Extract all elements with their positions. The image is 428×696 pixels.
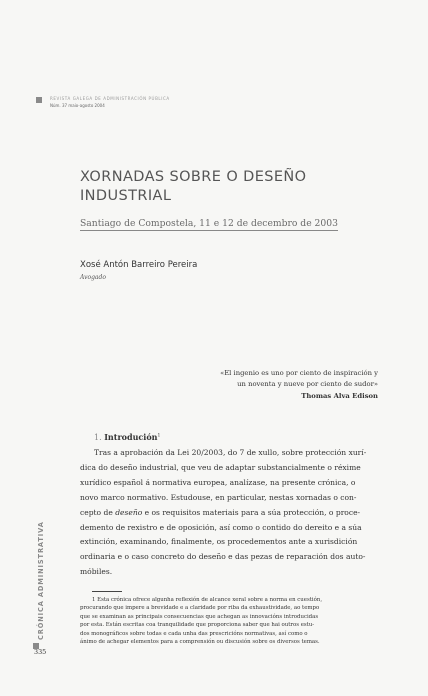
section-side-label [31, 500, 43, 640]
header-square-mark [36, 97, 42, 103]
body-line: xurídico español á normativa europea, analízase, na presente crónica, o [80, 477, 356, 487]
body-line: dica do deseño industrial, que veu de adaptar substancialmente o réxime [80, 462, 361, 472]
section-name: Introdución [104, 432, 158, 442]
footnote [80, 596, 398, 646]
issue-info: Núm. 37 maio-agosto 2004 [50, 103, 105, 108]
body-line: demento de rexistro e de oposición, así como o contido do dereito e a súa [80, 522, 362, 532]
footnote-reference: 1 [157, 433, 161, 439]
side-label-text: CRÓNICA ADMINISTRATIVA [37, 521, 45, 640]
emphasized-term: deseño [115, 507, 143, 517]
footnote-line: dos monográficos sobre todas e cada unha das prescricións normativas, así como o [80, 630, 308, 637]
section-heading [94, 432, 160, 442]
epigraph [150, 368, 378, 402]
body-paragraph [80, 446, 398, 580]
body-line [80, 506, 398, 521]
footnote-line: 1 Esta crónica ofrece algunha reflexión de alcance xeral sobre a norma en cuestión, [92, 597, 323, 603]
page-number: 335 [34, 648, 47, 656]
footnote-divider [92, 591, 122, 592]
section-number: 1. [94, 433, 102, 442]
author-name: Xosé Antón Barreiro Pereira [80, 260, 198, 270]
body-line: ordinaria e o caso concreto do deseño e das pezas de reparación dos auto- [80, 552, 366, 562]
footnote-line: procurando que impere a brevidade e a claridade por riba da exhaustividade, ao tempo [80, 605, 320, 612]
body-text-segment: e os requisitos materiais para a súa protección, o proce- [142, 507, 361, 517]
footnote-line: ánimo de achegar elementos para a comprensión ou discusión sobre os diversos temas. [80, 639, 320, 646]
body-line: móbiles. [80, 567, 113, 577]
footnote-line: que se examinan as principais consecuencias que achegan as innovacións introducidas [80, 613, 319, 620]
journal-name: REVISTA GALEGA DE ADMINISTRACIÓN PÚBLICA [50, 96, 170, 101]
article-title: XORNADAS SOBRE O DESEÑO INDUSTRIAL [80, 169, 307, 204]
epigraph-line: «El ingenio es uno por ciento de inspiración y [220, 369, 378, 377]
author-role: Avogado [80, 274, 106, 281]
body-text-segment: cepto de [80, 507, 113, 517]
epigraph-line: un noventa y nueve por ciento de sudor» [237, 380, 378, 388]
epigraph-source: Thomas Alva Edison [301, 392, 378, 400]
body-line: novo marco normativo. Estudouse, en particular, nestas xornadas o con- [80, 492, 357, 502]
article-subtitle: Santiago de Compostela, 11 e 12 de decembro de 2003 [80, 218, 338, 229]
body-line: Tras a aprobación da Lei 20/2003, do 7 de xullo, sobre protección xurí- [94, 448, 367, 457]
body-line: extinción, examinando, finalmente, os procedementos ante a xurisdición [80, 537, 358, 547]
footnote-line: por esta. Están escritas coa tranquilidade que proporciona saber que hai outros estu- [80, 622, 315, 629]
